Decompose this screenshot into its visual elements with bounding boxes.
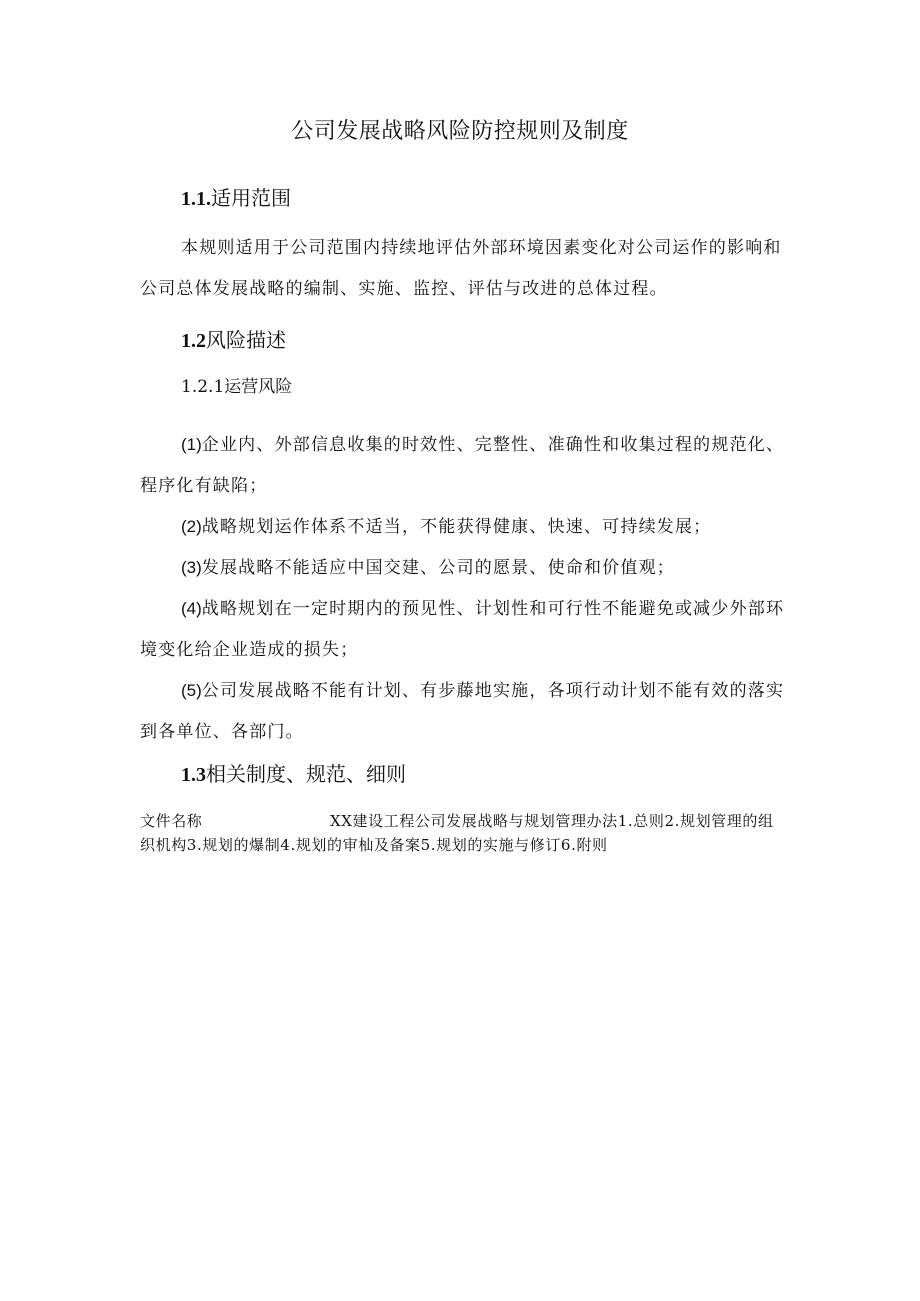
section-1-3-number: 1.3 bbox=[181, 764, 206, 786]
risk-item-1 bbox=[140, 424, 790, 507]
section-1-1-number: 1.1. bbox=[181, 188, 211, 210]
risk-item-5-number: (5) bbox=[181, 681, 202, 700]
section-1-2-title: 风险描述 bbox=[206, 328, 286, 352]
section-1-2-heading bbox=[181, 324, 286, 353]
risk-item-3-text: 发展战略不能适应中国交建、公司的愿景、使命和价值观； bbox=[201, 558, 675, 578]
section-1-2-1-heading: 1.2.1运营风险 bbox=[181, 377, 293, 397]
risk-item-3 bbox=[140, 547, 790, 589]
section-1-1-body: 本规则适用于公司范围内持续地评估外部环境因素变化对公司运作的影响和公司总体发展战略的编制、实施、监控、评估与改进的总体过程。 bbox=[140, 238, 782, 299]
risk-item-3-number: (3) bbox=[181, 558, 202, 577]
file-name-label: 文件名称 bbox=[140, 812, 203, 830]
risk-item-4-text: 战略规划在一定时期内的预见性、计划性和可行性不能避免或减少外部环境变化给企业造成的损失； bbox=[140, 599, 785, 660]
section-1-1-heading bbox=[181, 182, 291, 211]
section-1-2-number: 1.2 bbox=[181, 330, 206, 352]
risk-item-2-number: (2) bbox=[181, 517, 202, 536]
risk-item-5-text: 公司发展战略不能有计划、有步藤地实施，各项行动计划不能有效的落实到各单位、各部门。 bbox=[140, 681, 785, 742]
risk-item-2 bbox=[140, 506, 790, 548]
risk-item-4 bbox=[140, 588, 790, 671]
document-title: 公司发展战略风险防控规则及制度 bbox=[291, 119, 629, 144]
risk-item-2-text: 战略规划运作体系不适当，不能获得健康、快速、可持续发展； bbox=[201, 517, 712, 537]
risk-item-1-number: (1) bbox=[181, 435, 202, 454]
section-1-3-title: 相关制度、规范、细则 bbox=[206, 762, 406, 786]
risk-item-1-text: 企业内、外部信息收集的时效性、完整性、准确性和收集过程的规范化、程序化有缺陷； bbox=[140, 435, 785, 496]
file-reference bbox=[140, 809, 780, 857]
risk-item-4-number: (4) bbox=[181, 599, 202, 618]
section-1-3-heading bbox=[181, 758, 406, 787]
section-1-1-title: 适用范围 bbox=[211, 186, 291, 210]
risk-item-5 bbox=[140, 670, 790, 753]
file-name-value: XX建设工程公司发展战略与规划管理办法1.总则2.规划管理的组织机构3.规划的爆制4.规划的审杣及备案5.规划的实施与修订6.附则 bbox=[140, 812, 774, 854]
